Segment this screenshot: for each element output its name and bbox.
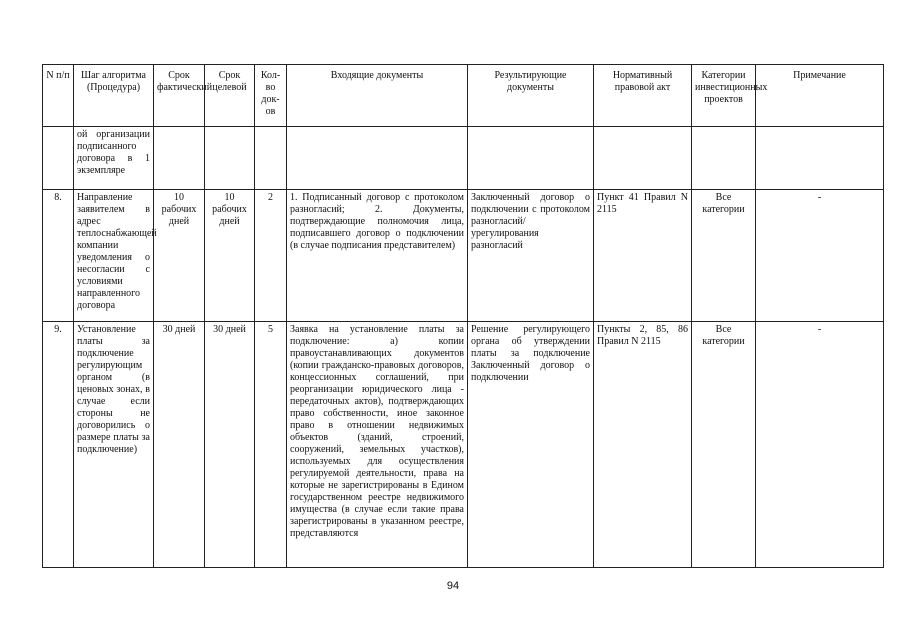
header-row <box>43 65 884 127</box>
row-doc-count <box>255 127 287 190</box>
row-num <box>43 127 74 190</box>
row-result-docs: Заключенный договор о подключении с протоколом разногласий/урегулирования разногласий <box>468 190 594 322</box>
table-row <box>43 127 884 190</box>
header-target-term: Срок целевой <box>205 65 255 127</box>
row-note: - <box>756 322 884 568</box>
row-target-term: 30 дней <box>205 322 255 568</box>
row-fact-term: 30 дней <box>154 322 205 568</box>
header-legal-act: Нормативный правовой акт <box>594 65 692 127</box>
header-result-docs: Результирующие документы <box>468 65 594 127</box>
row-num: 9. <box>43 322 74 568</box>
row-input-docs: Заявка на установление платы за подключение: а) копии правоустанавливающих документов (копии гражданско-правовых договоров, концессионных соглашений, при реорганизации юридического лица - передаточных актов), подтверждающих право собственности, иное законное право в отношении недвижимых объектов (зданий, строений, сооружений, земельных участков), используемых для осуществления регулируемой деятельности, права на которые не зарегистрированы в Едином государственном реестре недвижимого имущества (в случае если такие права зарегистрированы в указанном реестре, представляются <box>287 322 468 568</box>
row-result-docs: Решение регулирующего органа об утверждении платы за подключение Заключенный договор о подключении <box>468 322 594 568</box>
header-fact-term: Срок фактический <box>154 65 205 127</box>
row-step: Направление заявителем в адрес теплоснабжающей компании уведомления о несогласии с условиями направленного договора <box>74 190 154 322</box>
row-input-docs <box>287 127 468 190</box>
row-fact-term <box>154 127 205 190</box>
row-legal-act: Пункт 41 Правил N 2115 <box>594 190 692 322</box>
header-input-docs: Входящие документы <box>287 65 468 127</box>
header-note: Примечание <box>756 65 884 127</box>
row-doc-count: 5 <box>255 322 287 568</box>
row-target-term <box>205 127 255 190</box>
row-result-docs <box>468 127 594 190</box>
header-doc-count: Кол-во док-ов <box>255 65 287 127</box>
header-step: Шаг алгоритма (Процедура) <box>74 65 154 127</box>
row-legal-act <box>594 127 692 190</box>
document-table <box>42 64 884 568</box>
row-target-term: 10 рабочих дней <box>205 190 255 322</box>
row-fact-term: 10 рабочих дней <box>154 190 205 322</box>
row-step: ой организации подписанного договора в 1 экземпляре <box>74 127 154 190</box>
page-number: 94 <box>446 580 460 592</box>
header-num: N п/п <box>43 65 74 127</box>
header-categories: Категории инвестиционных проектов <box>692 65 756 127</box>
row-input-docs: 1. Подписанный договор с протоколом разногласий; 2. Документы, подтверждающие полномочия лица, подписавшего договор о подключении (в случае подписания представителем) <box>287 190 468 322</box>
table-row <box>43 190 884 322</box>
row-categories: Все категории <box>692 190 756 322</box>
row-categories: Все категории <box>692 322 756 568</box>
row-step: Установление платы за подключение регулирующим органом (в ценовых зонах, в случае если стороны не договорились о размере платы за подключение) <box>74 322 154 568</box>
row-num: 8. <box>43 190 74 322</box>
row-categories <box>692 127 756 190</box>
table-row <box>43 322 884 568</box>
row-note <box>756 127 884 190</box>
row-legal-act: Пункты 2, 85, 86 Правил N 2115 <box>594 322 692 568</box>
row-doc-count: 2 <box>255 190 287 322</box>
row-note: - <box>756 190 884 322</box>
